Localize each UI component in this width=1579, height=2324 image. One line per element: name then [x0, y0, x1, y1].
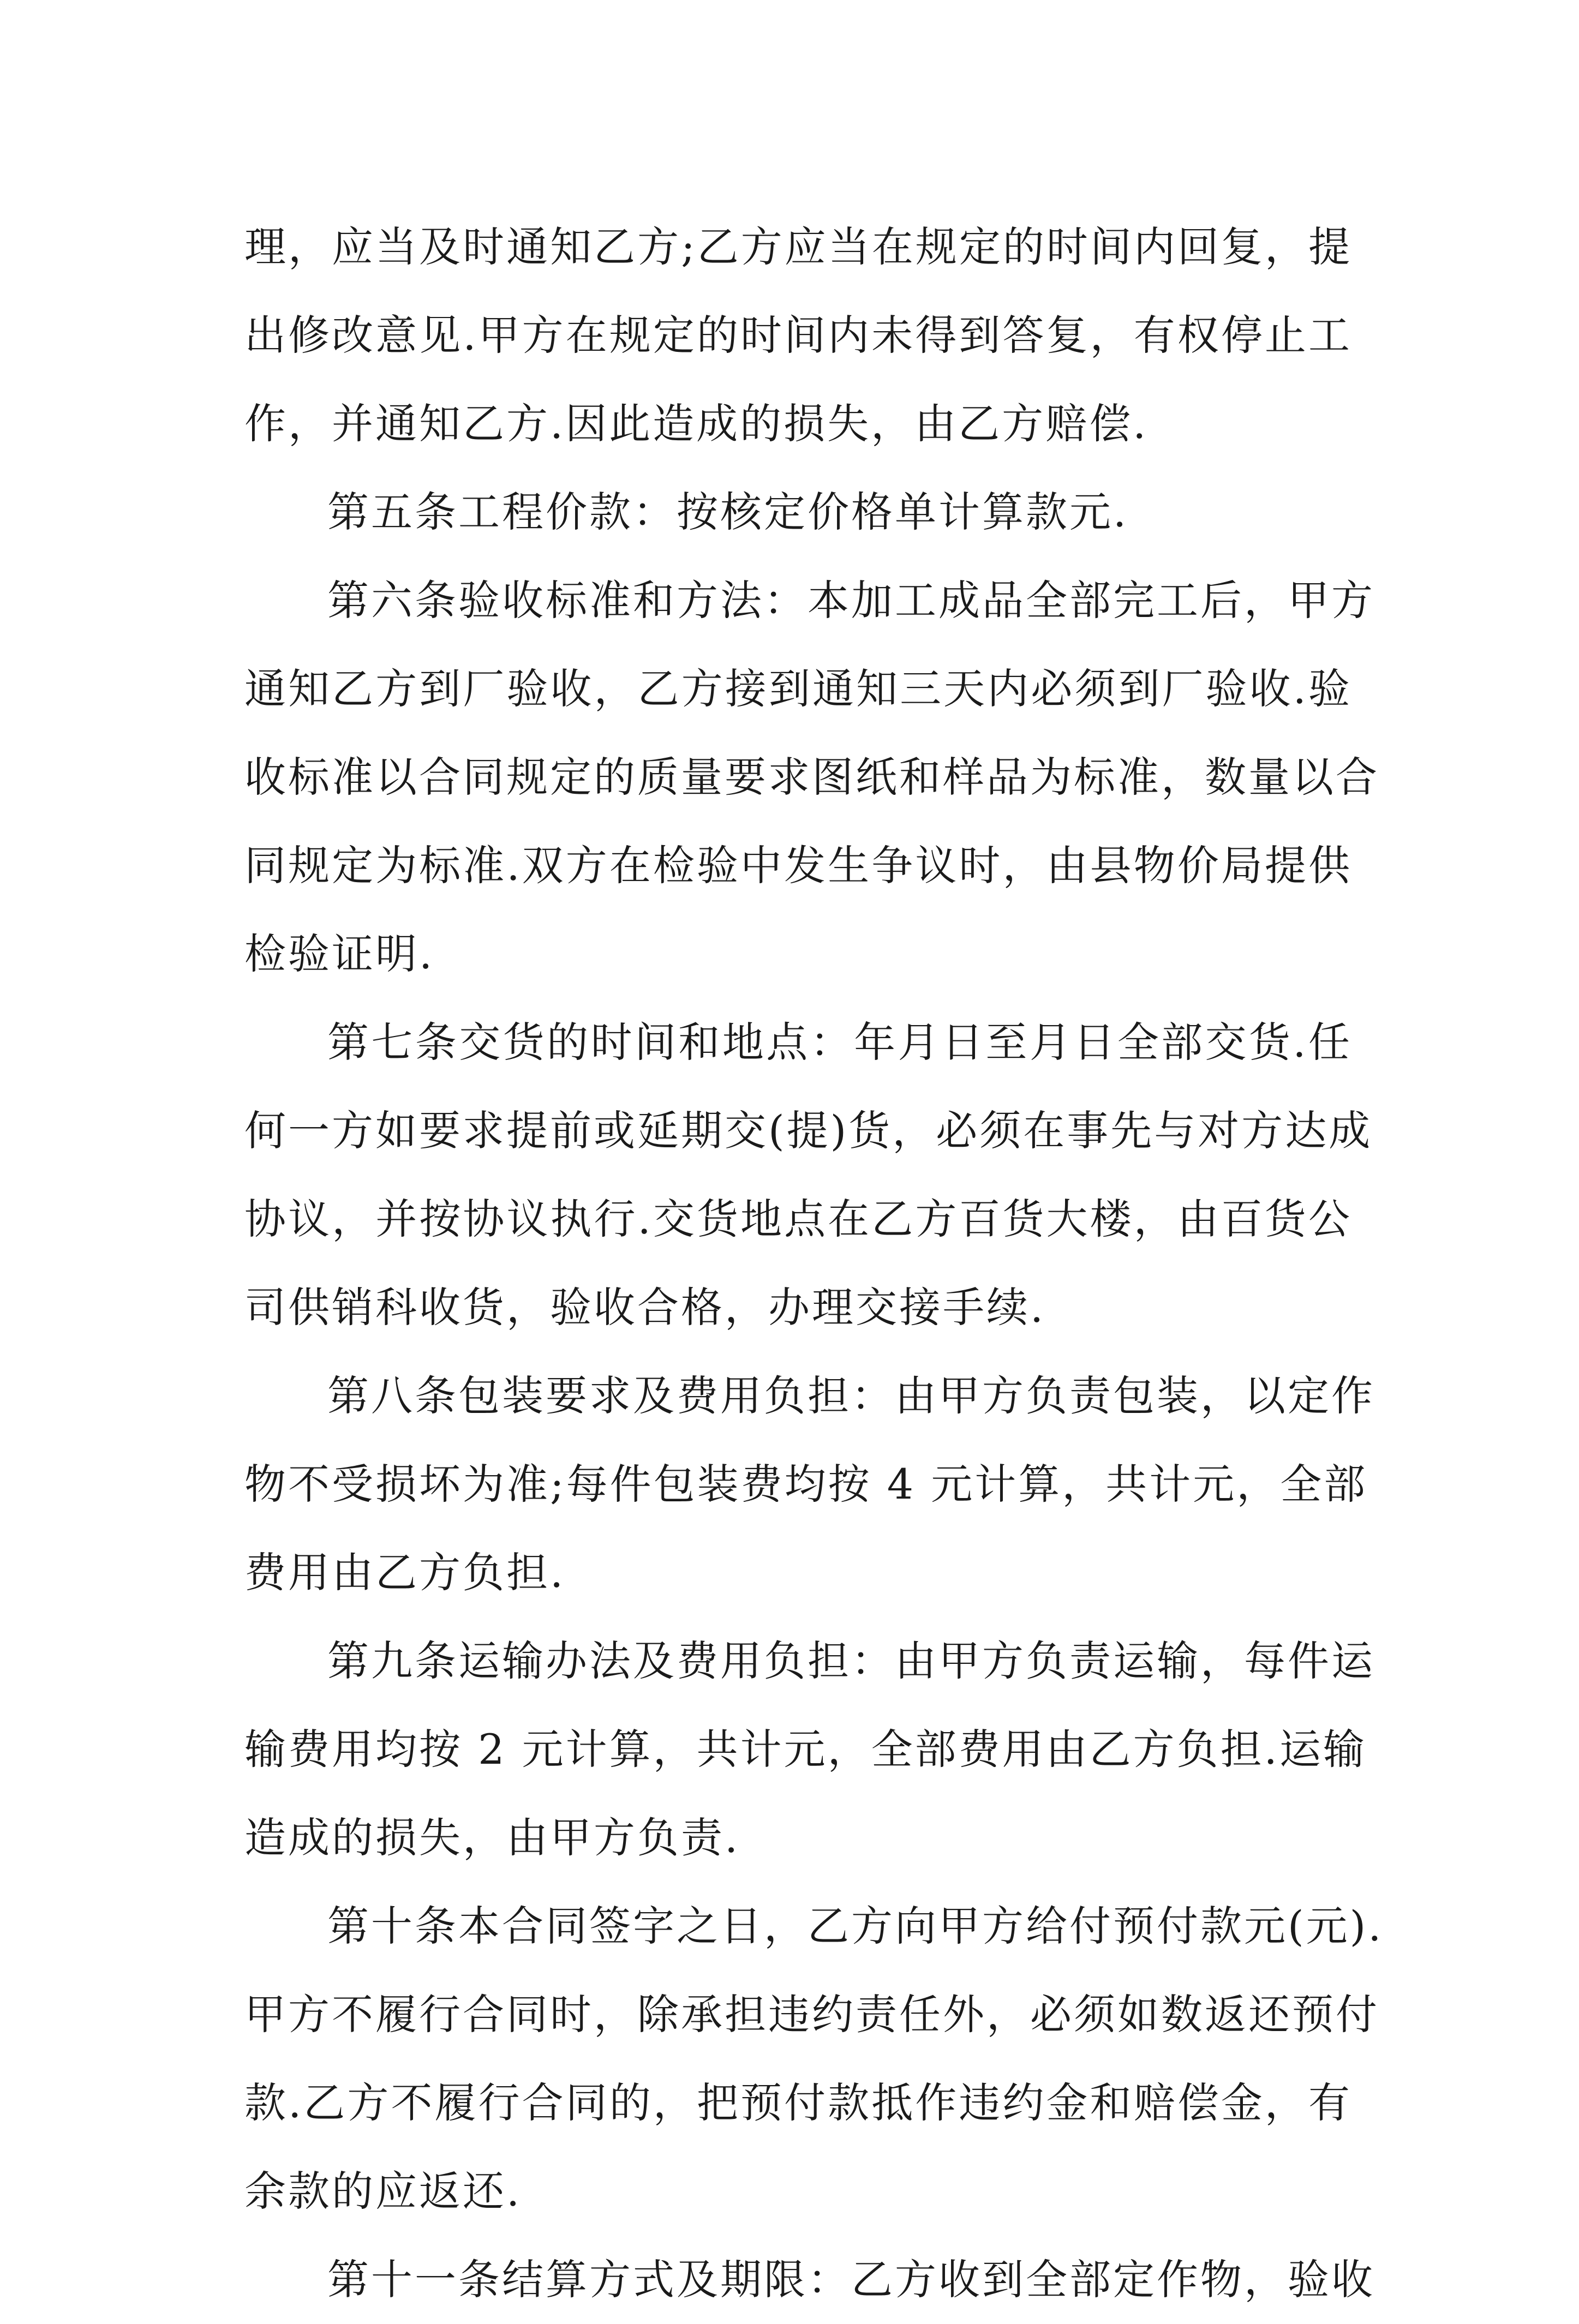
- text-line: 通知乙方到厂验收，乙方接到通知三天内必须到厂验收.验: [244, 664, 1352, 713]
- text-line: 司供销科收货，验收合格，办理交接手续.: [244, 1283, 1046, 1332]
- paragraph-article-8: [244, 1352, 1375, 1617]
- text-line: 第八条包装要求及费用负担：由甲方负责包装，以定作: [327, 1371, 1375, 1420]
- text-line: 何一方如要求提前或延期交(提)货，必须在事先与对方达成: [244, 1106, 1373, 1155]
- text-line: 同规定为标准.双方在检验中发生争议时，由县物价局提供: [244, 841, 1352, 890]
- text-line: 出修改意见.甲方在规定的时间内未得到答复，有权停止工: [244, 311, 1352, 360]
- text-line: 第十条本合同签字之日，乙方向甲方给付预付款元(元).: [327, 1902, 1384, 1950]
- text-line: 第七条交货的时间和地点：年月日至月日全部交货.任: [327, 1018, 1352, 1067]
- paragraph-article-9: [244, 1617, 1375, 1882]
- text-line: 输费用均按 2 元计算，共计元，全部费用由乙方负担.运输: [244, 1725, 1367, 1774]
- text-line: 第九条运输办法及费用负担：由甲方负责运输，每件运: [327, 1637, 1375, 1685]
- text-line: 理，应当及时通知乙方;乙方应当在规定的时间内回复，提: [244, 223, 1352, 271]
- paragraph-article-11: [244, 2236, 1375, 2324]
- text-line: 造成的损失，由甲方负责.: [244, 1813, 740, 1862]
- text-line: 协议，并按协议执行.交货地点在乙方百货大楼，由百货公: [244, 1195, 1352, 1243]
- text-line: 费用由乙方负担.: [244, 1548, 566, 1597]
- text-line: 第十一条结算方式及期限：乙方收到全部定作物，验收: [327, 2255, 1375, 2304]
- paragraph-article-10: [244, 1882, 1384, 2236]
- paragraph-article-7: [244, 998, 1373, 1352]
- paragraph-continuation: [244, 203, 1352, 468]
- text-line: 第六条验收标准和方法：本加工成品全部完工后，甲方: [327, 576, 1375, 625]
- text-line: 作，并通知乙方.因此造成的损失，由乙方赔偿.: [244, 399, 1149, 448]
- text-line: 收标准以合同规定的质量要求图纸和样品为标准，数量以合: [244, 753, 1379, 801]
- paragraph-article-6: [244, 556, 1379, 998]
- paragraph-article-5: [244, 468, 1352, 556]
- text-line: 物不受损坏为准;每件包装费均按 4 元计算，共计元，全部: [244, 1460, 1368, 1508]
- contract-body: [244, 203, 1384, 2324]
- text-line: 检验证明.: [244, 930, 435, 978]
- text-line: 款.乙方不履行合同的，把预付款抵作违约金和赔偿金，有: [244, 2079, 1352, 2127]
- text-line: 余款的应返还.: [244, 2167, 522, 2215]
- text-line: 甲方不履行合同时，除承担违约责任外，必须如数返还预付: [244, 1990, 1379, 2039]
- text-line: 第五条工程价款：按核定价格单计算款元.: [327, 488, 1129, 536]
